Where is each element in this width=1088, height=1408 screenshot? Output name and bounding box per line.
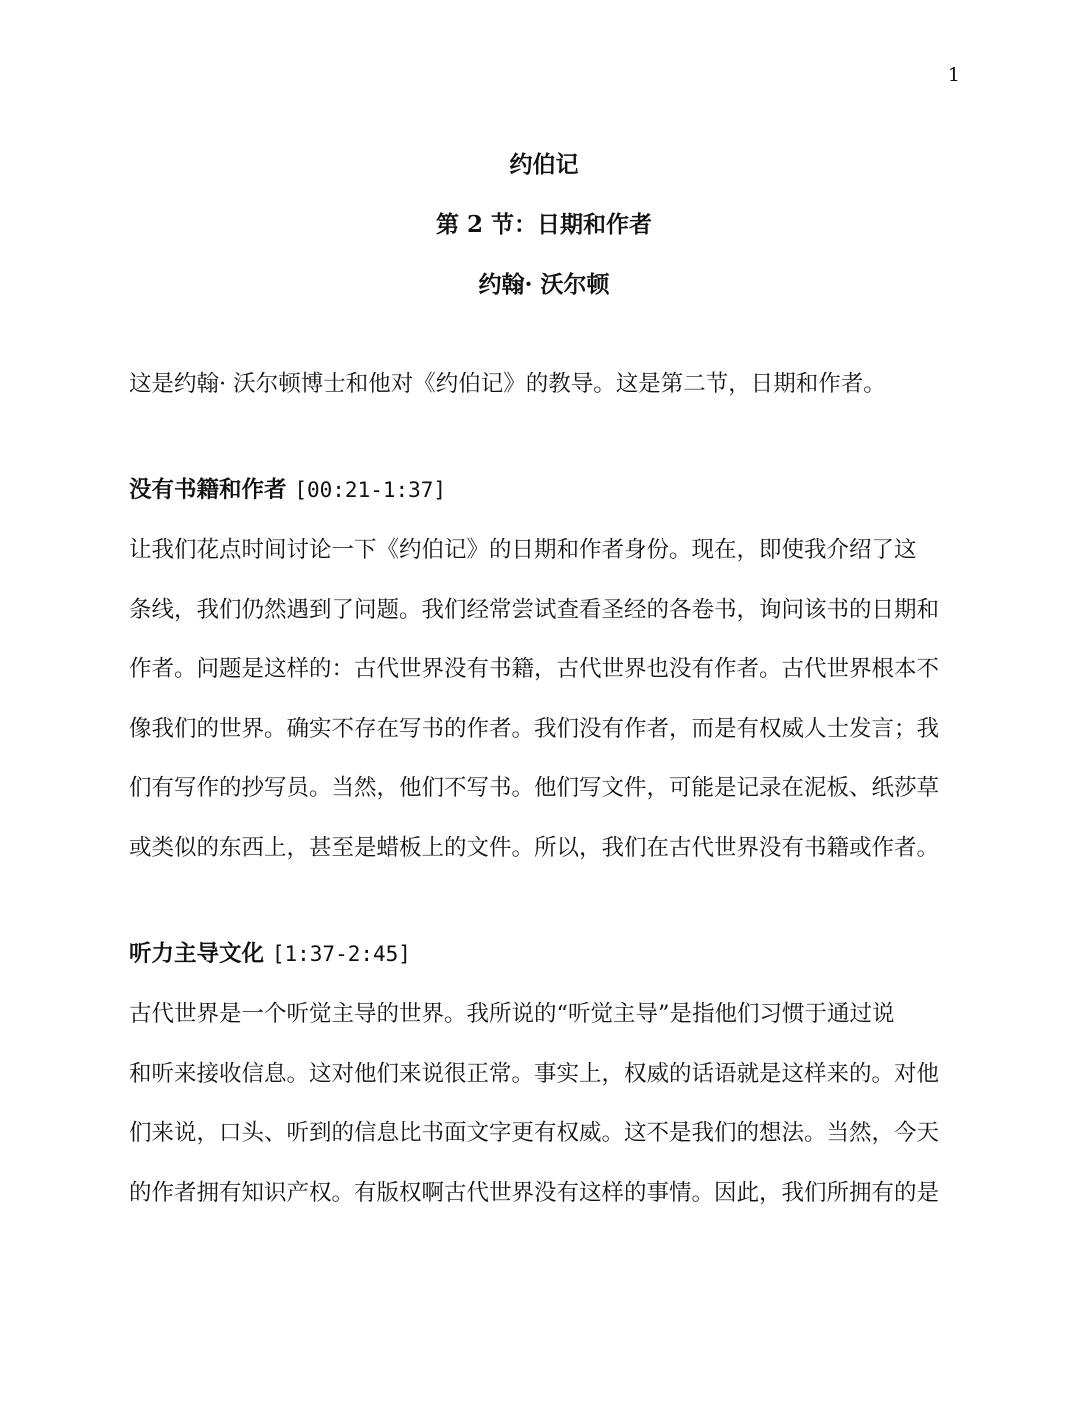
paragraph-line: 们有写作的抄写员。当然，他们不写书。他们写文件，可能是记录在泥板、纸莎草	[129, 775, 940, 801]
paragraph-line: 们来说，口头、听到的信息比书面文字更有权威。这不是我们的想法。当然，今天	[129, 1120, 940, 1146]
document-subtitle: 第 2 节：日期和作者	[435, 211, 653, 238]
section-timestamp: [1:37-2:45]	[271, 942, 411, 966]
paragraph-line: 像我们的世界。确实不存在写书的作者。我们没有作者，而是有权威人士发言；我	[129, 715, 940, 742]
section-paragraph	[129, 532, 969, 889]
document-title: 约伯记	[509, 151, 579, 178]
section-heading	[129, 936, 411, 968]
section-timestamp: [00:21-1:37]	[294, 478, 447, 502]
section-paragraph	[129, 996, 969, 1234]
paragraph-line: 或类似的东西上，甚至是蜡板上的文件。所以，我们在古代世界没有书籍或作者。	[129, 834, 940, 861]
section-heading-text: 没有书籍和作者	[129, 477, 287, 503]
intro-paragraph: 这是约翰· 沃尔顿博士和他对《约伯记》的教导。这是第二节，日期和作者。	[129, 371, 886, 397]
section-heading-text: 听力主导文化	[129, 941, 265, 967]
paragraph-line: 作者。问题是这样的：古代世界没有书籍，古代世界也没有作者。古代世界根本不	[129, 656, 940, 682]
section-heading	[129, 472, 446, 504]
paragraph-line: 让我们花点时间讨论一下《约伯记》的日期和作者身份。现在，即使我介绍了这	[129, 537, 917, 563]
document-author: 约翰· 沃尔顿	[478, 271, 610, 298]
paragraph-line: 的作者拥有知识产权。有版权啊古代世界没有这样的事情。因此，我们所拥有的是	[129, 1179, 940, 1206]
page-number: 1	[947, 64, 960, 86]
paragraph-line: 古代世界是一个听觉主导的世界。我所说的“听觉主导”是指他们习惯于通过说	[129, 1001, 895, 1027]
paragraph-line: 和听来接收信息。这对他们来说很正常。事实上，权威的话语就是这样来的。对他	[129, 1060, 940, 1087]
paragraph-line: 条线，我们仍然遇到了问题。我们经常尝试查看圣经的各卷书，询问该书的日期和	[129, 596, 940, 623]
